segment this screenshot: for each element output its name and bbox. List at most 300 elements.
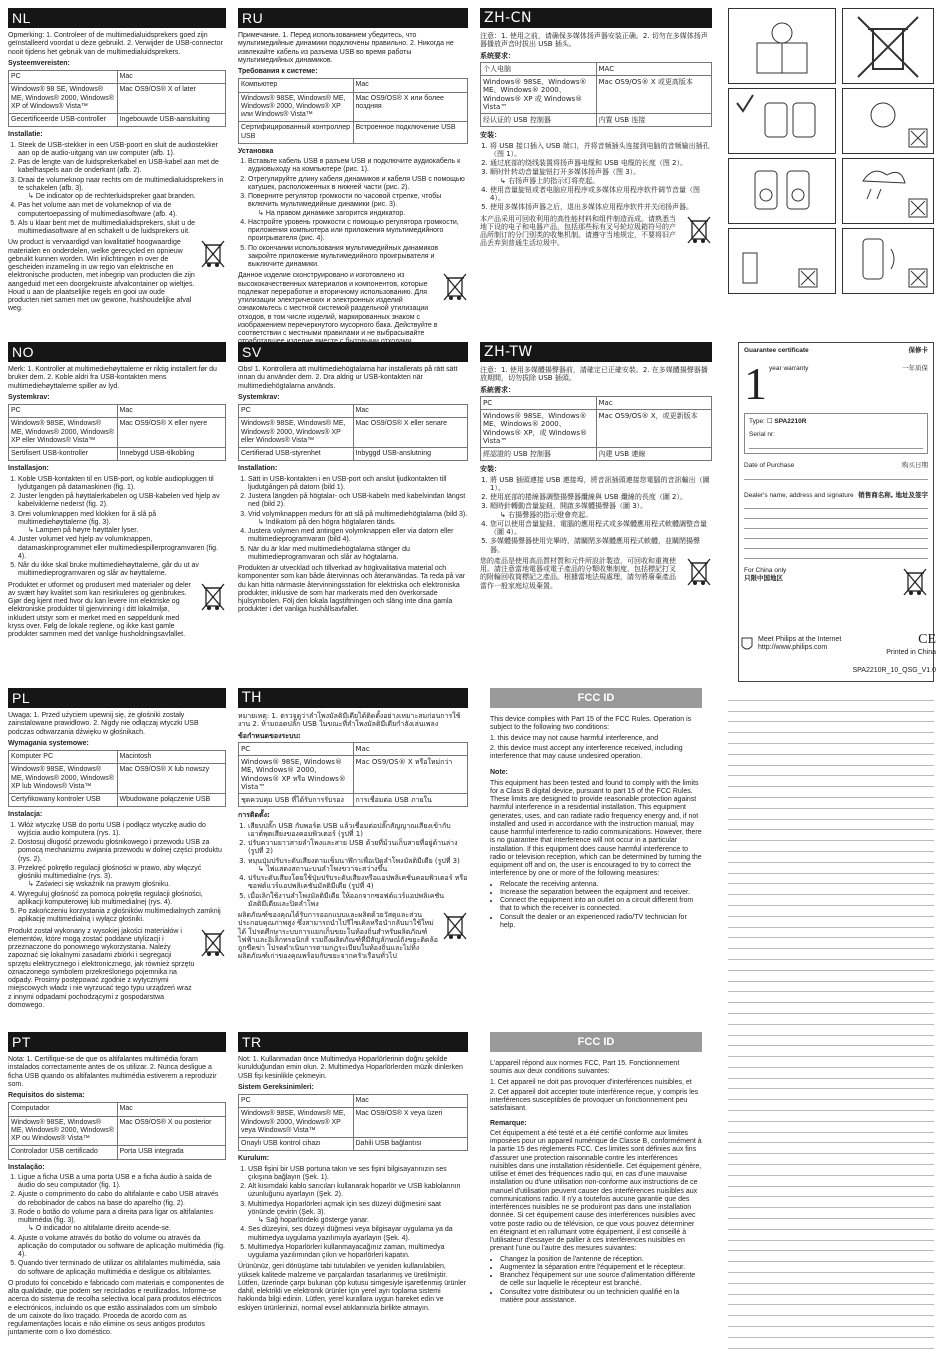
requirements-table bbox=[8, 1102, 226, 1159]
list-item: 2. Justera längden på högtalar- och USB-kabeln med kabelvindan längst ned (bild 2). bbox=[248, 493, 468, 510]
list-item: 5. Quando tiver terminado de utilizar os altifalantes multimédia, saia do software de aplicação multimédia e desligue os altifalantes. bbox=[18, 1260, 226, 1277]
pictogram-no-trash bbox=[842, 8, 934, 84]
table-cell: PC bbox=[239, 405, 354, 418]
ruled-line bbox=[728, 1208, 934, 1219]
recycle-bin-icon bbox=[686, 557, 712, 587]
recycle-text: Данное изделие сконструировано и изготовлено из высококачественных материалов и компонентов, которые подлежат переработке и вторичному использованию. Для утилизации электрических и электронных изделий ознакомьтесь с местной системой раздельной утилизации отходов, в том числе изделий, маркированных знаком с изображением перечеркнутого мусорного бака. Действуйте в соответствии с местными правилами и не выбрасывайте bbox=[238, 272, 438, 337]
list-item: 4. Ses düzeyini, ses düzeyi düğmesi veya bilgisayar uygulama ya da multimedya uygulama yazılımıyla ayarlayın (Şek. 4). bbox=[248, 1226, 468, 1243]
install-steps bbox=[18, 476, 226, 579]
list-item: 4. ปรับระดับเสียงโดยใช้ปุ่มปรับระดับเสียงหรือแอปพลิเคชันคอมพิวเตอร์ หรือซอฟต์แวร์แอปพลิเคชันมัลติมีเดีย (รูปที่ 4) bbox=[248, 874, 468, 891]
requirements-title: Wymagania systemowe: bbox=[8, 739, 89, 747]
recycle-bin-icon bbox=[442, 272, 468, 302]
list-item: 5. Als u klaar bent met de multimedialuidsprekers, sluit u de multimediasoftware af en schakelt u de luidsprekers uit. bbox=[18, 220, 226, 237]
list-item: 1. 将 USB 接口插入 USB 端口，并将音频插头连接到电脑的音频输出插孔（图 1）。 bbox=[490, 142, 712, 159]
ruled-line bbox=[728, 787, 934, 798]
table-cell: MAC bbox=[596, 62, 712, 75]
table-cell: PC bbox=[9, 405, 118, 418]
recycle-text: O produto foi concebido e fabricado com materiais e componentes de alta qualidade, que podem ser reciclados e reutilizados. Informe-se acerca do sistema de recolha selectiva local para produtos eléctricos e electrónicos, incluindo os que estão assinalados com um símbolo de um caixote do lixo traçado. Proceda de acordo com as regulamentações locais e não elimine os seus antigos produtos juntamente com o lixo doméstico. bbox=[8, 1279, 224, 1337]
wave-icon bbox=[843, 229, 933, 293]
doc-code: SPA2210R_10_QSG_V1.0 bbox=[852, 666, 936, 674]
table-cell: Mac OS9/OS® X eller senare bbox=[353, 418, 468, 448]
list-item: 2. Alt kısımdaki kablo sarıcıları kullanarak hoparlör ve USB kablolarının uzunluğunu ayarlayın (Şek. 2). bbox=[248, 1183, 468, 1200]
install-title: Installasjon: bbox=[8, 465, 49, 473]
requirements-table bbox=[238, 1094, 468, 1151]
ruled-line bbox=[728, 884, 934, 895]
ruled-line bbox=[728, 906, 934, 917]
section-zh-tw bbox=[480, 342, 712, 672]
ruled-line bbox=[728, 1003, 934, 1014]
requirements-title: 系統需求： bbox=[480, 385, 515, 394]
section-title: SV bbox=[238, 342, 468, 362]
list-item: • Branchez l'équipement sur une source d'alimentation différente de celle sur laquelle le récepteur est branché. bbox=[500, 1272, 702, 1289]
section-pt bbox=[8, 1032, 226, 1356]
warranty-years: 1 bbox=[744, 357, 767, 409]
table-cell: Windows® 98SE, Windows® ME, Windows® 2000, Windows® XP ou Windows® Vista™ bbox=[9, 1116, 118, 1146]
table-cell: Mac bbox=[353, 79, 468, 92]
section-th bbox=[238, 688, 468, 1020]
section-ru bbox=[238, 8, 468, 338]
requirements-title: ข้อกำหนดของระบบ: bbox=[238, 731, 301, 740]
list-item: • Relocate the receiving antenna. bbox=[500, 881, 702, 889]
serial-field[interactable] bbox=[749, 439, 923, 449]
arrow-note: ↳ De indicator op de rechterluidspreker gaat branden. bbox=[28, 193, 196, 200]
dealer-field[interactable] bbox=[744, 549, 928, 559]
table-cell: Mac bbox=[117, 1103, 226, 1116]
pictogram-manual bbox=[728, 8, 836, 84]
ruled-line bbox=[728, 1316, 934, 1327]
section-title: ZH-TW bbox=[480, 342, 712, 362]
table-cell: Porta USB integrada bbox=[117, 1146, 226, 1159]
list-item: 4. Justera volymen med antingen volymknappen eller via datorn eller multimedieprogramvaran (bild 4). bbox=[248, 528, 468, 545]
dealer-field[interactable] bbox=[744, 509, 928, 519]
ruled-line bbox=[728, 701, 934, 712]
install-steps bbox=[18, 1174, 226, 1277]
table-cell: Ingebouwde USB-aansluiting bbox=[117, 114, 226, 127]
list-item: Drei volumknappen med klokken for å slå på multimediehøyttalerne (fig. 3). bbox=[18, 510, 157, 526]
table-cell: Mac OS9/OS® X ou posterior bbox=[117, 1116, 226, 1146]
list-item: 4. 使用音量旋钮或者电脑应用程序或多媒体应用程序软件调节音量（图 4）。 bbox=[490, 186, 712, 203]
section-no bbox=[8, 342, 226, 672]
arrow-text: Indikatorn på den högra högtalaren tänds. bbox=[265, 518, 396, 526]
recycle-bin-icon bbox=[902, 567, 928, 597]
list-item: 4. Ajuste o volume através do botão do volume ou através da aplicação do computador ou software de aplicação multimédia (fig. 4). bbox=[18, 1235, 226, 1260]
ruled-line bbox=[728, 776, 934, 787]
ruled-line bbox=[728, 1295, 934, 1306]
guarantee-title: Guarantee certificate bbox=[744, 347, 809, 354]
recycle-block bbox=[238, 565, 468, 615]
section-sv bbox=[238, 342, 468, 672]
crossed-bin-icon bbox=[843, 9, 933, 83]
ruled-line bbox=[728, 949, 934, 960]
fcc-condition-1: 1. this device may not cause harmful interference, and bbox=[490, 734, 659, 742]
table-cell: Onaylı USB kontrol cihazı bbox=[239, 1138, 354, 1151]
list-item: 5. Multimedya Hoparlörleri kullanmayacağınız zaman, multimedya uygulama yazılımından çıkın ve hoparlörleri kapatın. bbox=[248, 1244, 468, 1261]
requirements-title: Systeemvereisten: bbox=[8, 59, 70, 67]
table-cell: PC bbox=[9, 71, 118, 84]
serial-label: Serial nr: bbox=[749, 431, 776, 439]
table-cell: Dahili USB bağlantısı bbox=[353, 1138, 468, 1151]
ruled-line bbox=[728, 1305, 934, 1316]
table-cell: Mac OS9/OS® X eller nyere bbox=[117, 418, 226, 448]
pictogram-rain bbox=[842, 158, 934, 224]
spray-icon bbox=[729, 229, 835, 293]
arrow-note: ↳ ไฟแสดงสถานะบนลำโพงขวาจะสว่างขึ้น bbox=[258, 864, 388, 873]
ruled-line bbox=[728, 895, 934, 906]
list-item: 1. Ligue a ficha USB a uma porta USB e a ficha áudio à saída de áudio do seu computador (fig. 1). bbox=[18, 1174, 226, 1191]
note-text: Uwaga: 1. Przed użyciem upewnij się, że głośniki zostały zainstalowane prawidłowo. 2. Nigdy nie odłączaj wtyczki USB podczas odtwarzania dźwięku w głośnikach. bbox=[8, 712, 199, 736]
install-title: การติดตั้ง: bbox=[238, 811, 270, 820]
ruled-line bbox=[728, 712, 934, 723]
table-cell: 内置 USB 连接 bbox=[596, 114, 712, 127]
section-pl bbox=[8, 688, 226, 1020]
ruled-line bbox=[728, 1100, 934, 1111]
arrow-text: 右揚聲器的指示燈會亮起。 bbox=[508, 510, 593, 519]
list-item: 4. Wyreguluj głośność za pomocą pokrętła regulacji głośności, aplikacji komputerowej lub multimedialnej (rys. 4). bbox=[18, 891, 226, 908]
install-title: Installatie: bbox=[8, 131, 43, 139]
list-item: 1. Вставьте кабель USB в разъем USB и подключите аудиокабель к аудиовыходу на компьютере (рис. 1). bbox=[248, 158, 468, 175]
year-warranty-cn: 一年质保 bbox=[902, 363, 928, 372]
section-tr bbox=[238, 1032, 468, 1356]
date-label: Date of Purchase bbox=[744, 461, 795, 469]
table-cell: การเชื่อมต่อ USB ภายใน bbox=[353, 794, 468, 807]
ruled-line bbox=[728, 863, 934, 874]
install-title: Instalacja: bbox=[8, 811, 43, 819]
table-cell: Windows® 98SE, Windows® ME, Windows® 2000, Windows® XP eller Windows® Vista™ bbox=[239, 418, 354, 448]
install-steps bbox=[490, 476, 712, 554]
list-item: Draai de volumeknop naar rechts om de multimedialuidsprekers in te schakelen (afb. 3). bbox=[18, 176, 224, 192]
dealer-field[interactable] bbox=[744, 529, 928, 539]
date-label-cn: 购买日期 bbox=[902, 460, 928, 469]
arrow-note: ↳ Lampen på høyre høyttaler lyser. bbox=[28, 527, 139, 534]
requirements-table bbox=[480, 62, 712, 128]
arrow-note: ↳ Sağ hoparlördeki gösterge yanar. bbox=[258, 1217, 369, 1224]
requirements-title: Systemkrav: bbox=[8, 393, 50, 401]
ruled-line bbox=[728, 1089, 934, 1100]
requirements-table bbox=[238, 742, 468, 808]
install-title: Installation: bbox=[238, 465, 278, 473]
arrow-text: Zaświeci się wskaźnik na prawym głośniku. bbox=[35, 881, 171, 889]
ruled-line bbox=[728, 1154, 934, 1165]
date-field[interactable] bbox=[744, 470, 928, 480]
section-title: RU bbox=[238, 8, 468, 28]
ruled-line bbox=[728, 1036, 934, 1047]
note-text: Not: 1. Kullanmadan önce Multimedya Hoparlörlerinin doğru şekilde kurulduğundan emin olun. 2. Multimedya Hoparlörlerden müzik dinlerken USB fişi kesinlikle çekmeyin. bbox=[238, 1056, 463, 1080]
ruled-line bbox=[728, 1014, 934, 1025]
table-cell: Windows® 98SE, Windows® ME, Windows® 2000, Windows® XP lub Windows® Vista™ bbox=[9, 764, 118, 794]
recycle-bin-icon bbox=[686, 215, 712, 245]
install-steps bbox=[248, 158, 468, 269]
ruled-line bbox=[728, 874, 934, 885]
table-cell: Windows® 98SE、Windows® ME、Windows® 2000、Windows® XP 或 Windows® Vista™ bbox=[481, 76, 597, 114]
table-cell: PC bbox=[239, 1095, 354, 1108]
table-cell: Mac OS9/OS® X 或更高版本 bbox=[596, 76, 712, 114]
ruled-line bbox=[728, 1176, 934, 1187]
list-item: Przekręć pokrętło regulacji głośności w prawo, aby włączyć głośniki multimedialne (rys. 3). bbox=[18, 864, 202, 880]
table-cell: Windows® 98 SE, Windows® ME, Windows® 2000, Windows® XP of Windows® Vista™ bbox=[9, 84, 118, 114]
table-cell: Windows® 98SE, Windows® ME, Windows® 2000, Windows® XP หรือ Windows® Vista™ bbox=[239, 756, 354, 794]
recycle-text: Produkten är utvecklad och tillverkad av högkvalitativa material och komponenter som kan både återvinnas och återanvändas. Ta reda på var du kan hitta närmaste återvinningsstation för elektriska och elektroniska produkter, inklusive de som har markerats med den överkorsade hjulsymbolen. Följ den lokala lagstiftningen och släng inte dina gamla produkter i det vanliga hushållsavfallet. bbox=[238, 565, 466, 614]
fcc-french bbox=[490, 1032, 702, 1354]
table-cell: Mac OS9/OS® X или более поздняя bbox=[353, 92, 468, 122]
printed-in: Printed in China bbox=[886, 648, 936, 656]
requirements-title: Sistem Gereksinimleri: bbox=[238, 1083, 314, 1091]
requirements-table bbox=[8, 70, 226, 127]
list-item: 2. Juster lengden på høyttalerkabelen og USB-kabelen ved hjelp av kabelviklerne nederst (fig. 2). bbox=[18, 493, 226, 510]
ruled-line bbox=[728, 733, 934, 744]
ruled-line bbox=[728, 1197, 934, 1208]
recycle-text: 您的產品是使用高品質材質和元件所設計製造，可回收和重複使用。請注意當地電器或電子產品的分類收集制度，包括標記打叉的附輪回收筒標記之產品。根據當地法規處理，請勿將廢棄產品當作一般家庭垃圾棄置。 bbox=[480, 556, 676, 590]
ruled-line bbox=[728, 1219, 934, 1230]
table-cell: 內建 USB 連線 bbox=[596, 448, 712, 461]
list-item: 4. Настройте уровень громкости с помощью регулятора громкости, приложения компьютера или приложения мультимедийного проигрывателя (рис. 4). bbox=[248, 219, 468, 244]
type-value: SPA2210R bbox=[774, 417, 807, 425]
install-steps bbox=[18, 142, 226, 237]
fcc-intro: L'appareil répond aux normes FCC, Part 15. Fonctionnement soumis aux deux conditions suivantes: bbox=[490, 1060, 680, 1076]
note-text: Nota: 1. Certifique-se de que os altifalantes multimédia foram instalados correctamente antes de os utilizar. 2. Nunca desligue a ficha USB quando os altifalantes multimédia estiverem a reproduzir som. bbox=[8, 1056, 217, 1088]
list-item: 順時針轉動音量旋鈕，開啟多媒體揚聲器（圖 3）。 bbox=[490, 502, 648, 511]
list-item: • Connect the equipment into an outlet on a circuit different from that to which the receiver is connected. bbox=[500, 897, 702, 914]
table-cell: Mac bbox=[117, 71, 226, 84]
list-item: • Consultez votre distributeur ou un technicien qualifié en la matière pour assistance. bbox=[500, 1289, 702, 1306]
list-item: หมุนปุ่มปรับระดับเสียงตามเข็มนาฬิกาเพื่อเปิดลำโพงมัลติมีเดีย (รูปที่ 3) bbox=[248, 856, 460, 865]
list-item: 5. När du är klar med multimediehögtalarna stänger du multimedieprogramvaran och slår av högtalarna. bbox=[248, 546, 468, 563]
list-item: Rode o botão do volume para a direita para ligar os altifalantes multimédia (fig. 3). bbox=[18, 1208, 213, 1224]
ruled-line bbox=[728, 1338, 934, 1349]
arrow-text: De indicator op de rechterluidspreker gaat branden. bbox=[35, 193, 196, 200]
ruled-line bbox=[728, 928, 934, 939]
section-title: NO bbox=[8, 342, 226, 362]
install-title: 安裝： bbox=[480, 465, 501, 474]
guarantee-certificate: Guarantee certificate 保修卡 1 year warranty 一年质保 Type: ☐ SPA2210R Serial nr: Date of Purchase 购买日期 Dealer's name, address and signature 销售商名称, 地址及签字 For China only 只限中国地区 bbox=[738, 342, 934, 682]
install-steps bbox=[248, 476, 468, 563]
install-steps bbox=[248, 822, 468, 909]
recycle-block bbox=[8, 239, 226, 313]
ruled-line bbox=[728, 1046, 934, 1057]
install-steps bbox=[248, 1166, 468, 1261]
recycle-block bbox=[8, 928, 226, 1011]
pictogram-placement-ok bbox=[728, 88, 836, 154]
list-item: 5. Når du ikke skal bruke multimediehøyttalerne, går du ut av multimedieprogramvaren og slår av høyttalerne. bbox=[18, 562, 226, 579]
ruled-line bbox=[728, 1241, 934, 1252]
arrow-text: O indicador no altifalante direito acende-se. bbox=[35, 1225, 171, 1233]
ruled-line bbox=[728, 917, 934, 928]
recycle-block bbox=[238, 272, 468, 346]
ruled-line bbox=[728, 852, 934, 863]
ruled-line bbox=[728, 766, 934, 777]
note-text: หมายเหตุ: 1. ตรวจดูว่าลำโพงมัลติมีเดียได้ติดตั้งอย่างเหมาะสมก่อนการใช้งาน 2. ห้ามถอดปลั๊ก USB ในขณะที่ลำโพงมัลติมีเดียกำลังเล่นเพลง bbox=[238, 712, 461, 729]
arrow-note: ↳ 右扬声器上的指示灯将亮起。 bbox=[500, 176, 600, 185]
dealer-label: Dealer's name, address and signature bbox=[744, 491, 854, 499]
ruled-line bbox=[728, 1122, 934, 1133]
recycle-text: Produkt został wykonany z wysokiej jakości materiałów i elementów, które mogą zostać poddane utylizacji i przeznaczone do ponownego wykorzystania. Należy zapoznać się lokalnymi zasadami zbiórki i segregacji sprzętu elektrycznego i elektronicznego, jak również sprzętu oznaczonego symbolem przekreślonego pojemnika na odpady. Prosimy postępować zgodnie z wytycznymi miejscowych władz i nie wyrzucać tego typu urządzeń wraz z innymi odpadami pochodzącymi z gospodarstwa domowego. bbox=[8, 927, 195, 1009]
ruled-line bbox=[728, 1251, 934, 1262]
table-cell: Mac OS9/OS® X หรือใหม่กว่า bbox=[353, 756, 468, 794]
meet-philips: Meet Philips at the Internet bbox=[758, 636, 842, 644]
install-title: Kurulum: bbox=[238, 1155, 270, 1163]
table-cell: Computador bbox=[9, 1103, 118, 1116]
table-cell: Mac OS9/OS® X，或更新版本 bbox=[596, 410, 712, 448]
dealer-field[interactable] bbox=[744, 499, 928, 509]
ruled-line bbox=[728, 744, 934, 755]
ruled-line bbox=[728, 830, 934, 841]
requirements-table bbox=[480, 396, 712, 462]
dealer-field[interactable] bbox=[744, 519, 928, 529]
table-cell: Mac OS9/OS® X of later bbox=[117, 84, 226, 114]
ruled-line bbox=[728, 1273, 934, 1284]
arrow-text: Lampen på høyre høyttaler lyser. bbox=[35, 527, 139, 534]
ruled-line bbox=[728, 1187, 934, 1198]
fcc-note: This equipment has been tested and found to comply with the limits for a Class B digital device, pursuant to part 15 of the FCC Rules. These limits are designed to provide reasonable protection against harmful interference in a residential installation. This equipment generates, uses, and can radiate radio frequency energy and, if not installed and used in accordance with the instruction manual, may cause harmful interference to radio communications. However, there is no guarantee that interference will not occur in a particular installation. If this equipment does cause harmful interference to radio or television reception, which can be determined by turning the equipment off and on, the user is encouraged to try to correct the interference by one or more of the following measures: bbox=[490, 779, 702, 878]
section-title: TH bbox=[238, 688, 468, 708]
note-text: Opmerking: 1. Controleer of de multimedialuidsprekers goed zijn geïnstalleerd voordat u deze gebruikt. 2. Verwijder de USB-connector nooit tijdens het gebruik van de multimedialuidsprekers. bbox=[8, 32, 223, 56]
china-only: For China only bbox=[744, 567, 787, 575]
fcc-condition-1: 1. Cet appareil ne doit pas provoquer d'interférences nuisibles, et bbox=[490, 1078, 692, 1086]
table-cell: Mac OS9/OS® X veya üzeri bbox=[353, 1108, 468, 1138]
list-item: • Augmentez la séparation entre l'équipement et le récepteur. bbox=[500, 1264, 702, 1272]
requirements-table bbox=[8, 404, 226, 461]
recycle-bin-icon bbox=[442, 911, 468, 941]
fcc-note-label: Remarque: bbox=[490, 1119, 527, 1127]
philips-url[interactable]: http://www.philips.com bbox=[758, 644, 828, 652]
table-cell: Mac bbox=[353, 405, 468, 418]
recycle-text: Produktet er utformet og produsert med materialer og deler av svært høy kvalitet som kan resirkuleres og gjenbrukes. Gjør deg kjent med hvor du kan levere inn elektriske og elektroniske produkter til gjenvinning i ditt lokalmiljø, inkludert utstyr som er merket med en søppeldunk med kryss over. Følg de lokale reglene, og ikke kast gamle produkter sammen med det vanlige husholdningsavfallet. bbox=[8, 581, 191, 638]
dealer-field[interactable] bbox=[744, 539, 928, 549]
table-cell: Windows® 98SE、Windows® ME、Windows® 2000、Windows® XP，或 Windows® Vista™ bbox=[481, 410, 597, 448]
ruled-line bbox=[728, 982, 934, 993]
list-item: 2. Ajuste o comprimento do cabo do altifalante e cabo USB através do rebobinador de cabos na base do aparelho (fig. 2). bbox=[18, 1191, 226, 1208]
reading-manual-icon bbox=[729, 9, 835, 83]
table-cell: Windows® 98SE, Windows® ME, Windows® 2000, Windows® XP или Windows® Vista™ bbox=[239, 92, 354, 122]
list-item: 1. 將 USB 插頭連接 USB 連接埠，將音訊插頭連接您電腦的音訊輸出（圖 1）。 bbox=[490, 476, 712, 493]
note-text: 注意：1. 使用之前，请确保多媒体扬声器安装正确。2. 切勿在多媒体扬声器播放声音时拔出 USB 插头。 bbox=[480, 32, 708, 49]
fcc-title: FCC ID bbox=[490, 1032, 702, 1052]
table-cell: Certifierad USB-styrenhet bbox=[239, 448, 354, 461]
table-cell: Windows® 98SE, Windows® ME, Windows® 2000, Windows® XP veya Windows® Vista™ bbox=[239, 1108, 354, 1138]
requirements-title: Requisitos do sistema: bbox=[8, 1092, 85, 1099]
requirements-table bbox=[238, 404, 468, 461]
ruled-line bbox=[728, 841, 934, 852]
install-title: Instalação: bbox=[8, 1163, 45, 1171]
ruled-line bbox=[728, 1079, 934, 1090]
table-cell: Macintosh bbox=[117, 751, 226, 764]
philips-footer bbox=[740, 632, 936, 675]
section-title: ZH-CN bbox=[480, 8, 712, 28]
list-item: • Consult the dealer or an experienced radio/TV technician for help. bbox=[500, 914, 702, 931]
table-cell: Inbyggd USB-anslutning bbox=[353, 448, 468, 461]
table-cell: Certyfikowany kontroler USB bbox=[9, 794, 118, 807]
table-cell: Компьютер bbox=[239, 79, 354, 92]
fcc-measures bbox=[500, 1256, 702, 1306]
table-cell: Windows® 98SE, Windows® ME, Windows® 2000, Windows® XP eller Windows® Vista™ bbox=[9, 418, 118, 448]
list-item: 5. เมื่อเลิกใช้งานลำโพงมัลติมีเดีย ให้ออกจากซอฟต์แวร์แอปพลิเคชันมัลติมีเดียและปิดลำโพง bbox=[248, 892, 468, 909]
pictogram-sun bbox=[842, 88, 934, 154]
ruled-line bbox=[728, 992, 934, 1003]
pictogram-speakers bbox=[728, 158, 836, 224]
ruled-line bbox=[728, 1165, 934, 1176]
guarantee-title-cn: 保修卡 bbox=[908, 346, 928, 354]
list-item: 5. 多媒體揚聲器使用完畢時，請關閉多媒體應用程式軟體，並關閉揚聲器。 bbox=[490, 537, 712, 554]
list-item: 4. Juster volumet ved hjelp av volumknappen, datamaskinprogrammet eller multimediespillerprogramvaren (fig. 4). bbox=[18, 536, 226, 561]
list-item: 5. По окончании использования мультимедийных динамиков закройте приложение мультимедийного проигрывателя и выключите динамики. bbox=[248, 245, 468, 270]
fcc-note-label: Note: bbox=[490, 769, 508, 777]
recycle-bin-icon bbox=[200, 582, 226, 612]
philips-logo-icon bbox=[740, 636, 754, 652]
ruled-line bbox=[728, 938, 934, 949]
recycle-bin-icon bbox=[200, 928, 226, 958]
recycle-block bbox=[8, 582, 226, 640]
sun-icon bbox=[843, 89, 933, 153]
table-cell: 經認證的 USB 控制器 bbox=[481, 448, 597, 461]
list-item: 2. Отрегулируйте длину кабеля динамиков и кабеля USB с помощью катушек, расположенных в нижней части (рис. 2). bbox=[248, 176, 468, 193]
table-cell: Сертифицированный контроллер USB bbox=[239, 122, 354, 144]
ruled-line bbox=[728, 1111, 934, 1122]
china-only-cn: 只限中国地区 bbox=[744, 573, 783, 582]
arrow-text: ไฟแสดงสถานะบนลำโพงขวาจะสว่างขึ้น bbox=[266, 864, 388, 873]
note-text: Merk: 1. Kontroller at multimediehøyttalerne er riktig installert før du bruker dem. 2. Koble aldri fra USB-kontakten mens multimediehøyttalerne spiller av lyd. bbox=[8, 366, 217, 390]
ruled-line bbox=[728, 960, 934, 971]
list-item: 1. เสียบปลั๊ก USB กับพอร์ต USB แล้วเชื่อมต่อปลั๊กสัญญาณเสียงเข้ากับเอาต์พุตเสียงของคอมพิวเตอร์ (รูปที่ 1) bbox=[248, 822, 468, 839]
requirements-table bbox=[8, 750, 226, 807]
ce-mark-icon: CE bbox=[918, 632, 936, 647]
list-item: 2. ปรับความยาวสายลำโพงและสาย USB ด้วยที่ม้วนเก็บสายที่อยู่ด้านล่าง (รูปที่ 2) bbox=[248, 839, 468, 856]
install-steps bbox=[490, 142, 712, 212]
ruled-line bbox=[728, 722, 934, 733]
requirements-title: 系统要求： bbox=[480, 51, 515, 60]
type-label: Type: bbox=[749, 417, 765, 425]
arrow-text: Sağ hoparlördeki gösterge yanar. bbox=[265, 1217, 369, 1224]
list-item: 顺时针转动音量旋钮打开多媒体扬声器（图 3）。 bbox=[490, 168, 641, 177]
ruled-line bbox=[728, 1230, 934, 1241]
list-item: • Increase the separation between the equipment and receiver. bbox=[500, 889, 702, 897]
table-cell: Wbudowane połączenie USB bbox=[117, 794, 226, 807]
arrow-note: ↳ Indikatorn på den högra högtalaren tänds. bbox=[258, 518, 396, 526]
arrow-note: ↳ На правом динамике загорится индикатор. bbox=[258, 209, 406, 217]
fcc-condition-2: 2. this device must accept any interference received, including interference that may cause undesired operation. bbox=[490, 744, 683, 760]
fcc-note: Cet équipement a été testé et a été certifié conforme aux limites imposées pour un appareil numérique de Classe B, conformément à la partie 15 des règlements FCC. Ces limites sont définies aux fins d'assurer une protection raisonnable contre les interférences nuisibles dans une installation résidentielle. Cet équipement génère, utilise et émet des fréquences radio qui, en cas d'une mauvaise installation ou d'une utilisation non-conforme aux instructions de ce manuel d'utilisation peuvent causer des interférences nuisibles aux communications radio. Il n'y a toutefois aucune garantie que des interférences nuisibles ne se produiront pas dans une installation donnée. Si cet équipement cause des interférences nuisibles avec votre poste radio ou de télévision, ce que vous pouvez déterminer en éteignant et en rallumant votre équipement, il est conseillé à l'utilisateur d'essayer de pallier à ces interférences nuisibles en prenant l'une ou l'autre des mesures suivantes: bbox=[490, 1129, 702, 1253]
arrow-text: На правом динамике загорится индикатор. bbox=[265, 209, 406, 217]
arrow-note: ↳ O indicador no altifalante direito acende-se. bbox=[28, 1225, 171, 1233]
year-warranty-label: year warranty bbox=[769, 364, 809, 372]
fcc-title: FCC ID bbox=[490, 688, 702, 708]
fcc-measures bbox=[500, 881, 702, 931]
list-item: 1. USB fişini bir USB portuna takın ve ses fişini bilgisayarınızın ses çıkışına bağlayın (Şek. 1). bbox=[248, 1166, 468, 1183]
ruled-line bbox=[728, 971, 934, 982]
section-zh-cn bbox=[480, 8, 712, 338]
table-cell: 个人电脑 bbox=[481, 62, 597, 75]
speakers-icon bbox=[729, 159, 835, 223]
fcc-english bbox=[490, 688, 702, 968]
section-nl bbox=[8, 8, 226, 338]
list-item: Multimedya Hoparlörleri açmak için ses düzeyi düğmesini saat yönünde çevirin (Şek. 3). bbox=[248, 1200, 441, 1216]
requirements-title: Systemkrav: bbox=[238, 393, 280, 401]
ruled-lines-top bbox=[728, 690, 934, 1349]
table-cell: 经认证的 USB 控制器 bbox=[481, 114, 597, 127]
recycle-text: 本产品采用可回收利用的高性能材料和组件制造而成。请熟悉当地下设的电子和电器产品，包括那些标有叉号轮垃圾箱符号的产品所制订的分门别类的收集机制。请遵守当地规定，不要将旧产品丢弃到普通生活垃圾中。 bbox=[480, 214, 676, 248]
table-cell: Sertifisert USB-kontroller bbox=[9, 448, 118, 461]
fcc-condition-2: 2. Cet appareil doit accepter toute interférence reçue, y compris les interférences susceptibles de provoquer un fonctionnement peu satisfaisant. bbox=[490, 1088, 699, 1113]
ruled-line bbox=[728, 1143, 934, 1154]
table-cell: PC bbox=[239, 742, 354, 755]
install-steps bbox=[18, 822, 226, 925]
table-cell: Mac bbox=[353, 1095, 468, 1108]
list-item: 1. Koble USB-kontakten til en USB-port, og koble audiopluggen til lydutgangen på datamaskinen (fig. 1). bbox=[18, 476, 226, 493]
ruled-line bbox=[728, 809, 934, 820]
ruled-line bbox=[728, 1284, 934, 1295]
ruled-line bbox=[728, 1327, 934, 1338]
ruled-line bbox=[728, 690, 934, 701]
table-cell: Innebygd USB-tilkobling bbox=[117, 448, 226, 461]
fcc-intro: This device complies with Part 15 of the FCC Rules. Operation is subject to the following two conditions: bbox=[490, 716, 692, 732]
